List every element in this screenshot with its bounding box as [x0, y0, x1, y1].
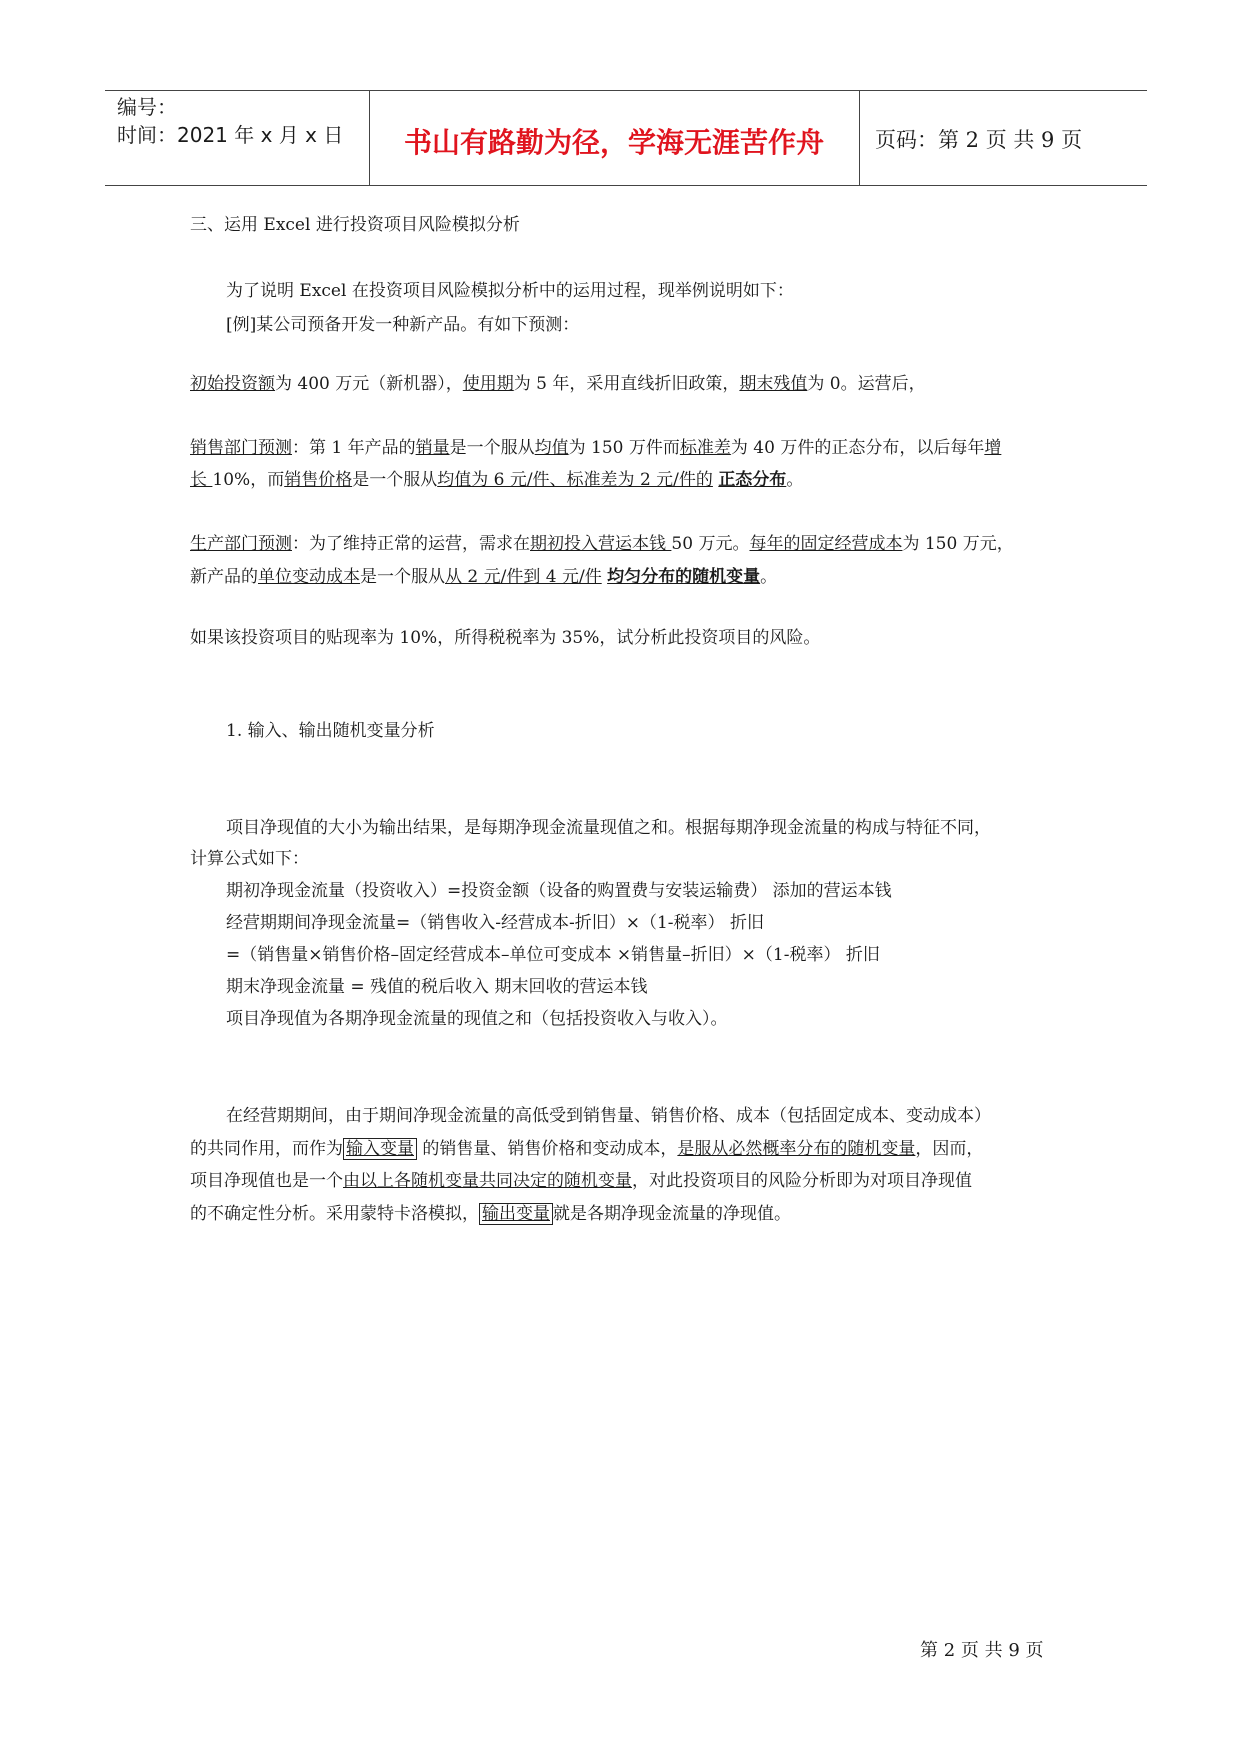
term-unit-variable-cost: 单位变动成本	[258, 567, 360, 587]
production-forecast-line-2	[190, 566, 777, 588]
header-meta	[117, 93, 343, 149]
text: 。	[786, 470, 804, 490]
section-title: 三、运用 Excel 进行投资项目风险模拟分析	[190, 215, 520, 235]
formula-terminal: 期末净现金流量 = 残值的税后收入 期末回收的营运本钱	[226, 977, 648, 997]
text: 。	[760, 567, 778, 587]
term-uniform-random: 均匀分布的随机变量	[607, 567, 761, 587]
example-paragraph: [例]某公司预备开发一种新产品。有如下预测：	[226, 315, 580, 335]
analysis-line-1: 在经营期期间，由于期间净现金流量的高低受到销售量、销售价格、成本（包括固定成本、变动成本）	[226, 1106, 991, 1126]
term-std: 标准差	[679, 438, 731, 458]
term-joint-random-variable: 由以上各随机变量共同决定的随机变量	[343, 1171, 632, 1191]
text: 的不确定性分析。采用蒙特卡洛模拟，	[190, 1204, 479, 1224]
term-working-capital: 期初投入营运本钱	[530, 534, 672, 554]
question-paragraph: 如果该投资项目的贴现率为 10%，所得税税率为 35%，试分析此投资项目的风险。	[190, 628, 821, 648]
term-volume: 销量	[415, 438, 450, 458]
term-growth: 增	[984, 438, 1002, 458]
text: 是一个服从	[449, 438, 535, 458]
text: ，对此投资项目的风险分析即为对项目净现值	[632, 1171, 972, 1191]
text: 为 150 万元，	[902, 534, 1014, 554]
analysis-line-2	[190, 1138, 983, 1160]
header-motto: 书山有路勤为径，学海无涯苦作舟	[403, 126, 824, 159]
text: 为 0。运营后，	[807, 374, 926, 394]
sales-forecast-line-1	[190, 437, 1001, 459]
subsection-title: 1. 输入、输出随机变量分析	[226, 721, 435, 741]
text: 为 40 万件的正态分布，以后每年	[730, 438, 985, 458]
formula-operating-expanded: =（销售量×销售价格–固定经营成本–单位可变成本 ×销售量–折旧）×（1-税率） 折旧	[226, 945, 880, 965]
text: 为 400 万元（新机器），	[275, 374, 463, 394]
text: 项目净现值也是一个	[190, 1171, 343, 1191]
text: 为 150 万件而	[568, 438, 680, 458]
formula-initial: 期初净现金流量（投资收入）=投资金额（设备的购置费与安装运输费） 添加的营运本钱	[226, 881, 892, 901]
term-fixed-cost: 每年的固定经营成本	[749, 534, 903, 554]
header-page-info: 页码：第 2 页 共 9 页	[875, 128, 1083, 152]
text: ：第 1 年产品的	[292, 438, 416, 458]
term-random-variable: 是服从必然概率分布的随机变量	[677, 1139, 916, 1159]
text: 10%，而	[212, 470, 285, 490]
npv-paragraph-line-1: 项目净现值的大小为输出结果，是每期净现金流量现值之和。根据每期净现金流量的构成与特征不同，	[226, 818, 991, 838]
text: 为 5 年，采用直线折旧政策，	[513, 374, 740, 394]
header-table	[105, 90, 1147, 186]
term-production-dept: 生产部门预测	[190, 534, 292, 554]
formula-operating: 经营期期间净现金流量=（销售收入-经营成本-折旧）×（1-税率） 折旧	[226, 913, 764, 933]
term-salvage-value: 期末残值	[739, 374, 808, 394]
production-forecast-line-1	[190, 533, 1014, 555]
term-normal-dist: 正态分布	[718, 470, 787, 490]
text: 的共同作用，而作为	[190, 1139, 343, 1159]
text: ：为了维持正常的运营，需求在	[292, 534, 530, 554]
header-divider	[859, 91, 860, 185]
investment-line	[190, 373, 926, 395]
number-label: 编号：	[117, 95, 177, 119]
term-growth-cont: 长	[190, 470, 213, 490]
text: 的销售量、销售价格和变动成本，	[417, 1139, 678, 1159]
text: 新产品的	[190, 567, 258, 587]
term-mean: 均值	[534, 438, 569, 458]
text: 是一个服从	[360, 567, 445, 587]
term-initial-investment: 初始投资额	[190, 374, 275, 394]
term-price-dist: 均值为 6 元/件、标准差为 2 元/件的	[437, 470, 713, 490]
formula-npv: 项目净现值为各期净现金流量的现值之和（包括投资收入与收入）。	[226, 1009, 728, 1029]
text: 就是各期净现金流量的净现值。	[553, 1204, 791, 1224]
term-output-variable: 输出变量	[479, 1203, 553, 1225]
text: 50 万元。	[671, 534, 750, 554]
time-label: 时间：2021 年 x 月 x 日	[117, 123, 344, 147]
term-input-variable: 输入变量	[343, 1138, 417, 1160]
term-service-life: 使用期	[462, 374, 514, 394]
analysis-line-3	[190, 1170, 972, 1192]
npv-paragraph-line-2: 计算公式如下：	[190, 849, 309, 869]
term-price: 销售价格	[284, 470, 353, 490]
term-sales-dept: 销售部门预测	[190, 438, 292, 458]
text: 是一个服从	[352, 470, 438, 490]
term-cost-range: 从 2 元/件到 4 元/件	[445, 567, 602, 587]
intro-paragraph: 为了说明 Excel 在投资项目风险模拟分析中的运用过程，现举例说明如下：	[226, 281, 794, 301]
footer-page-number: 第 2 页 共 9 页	[920, 1640, 1044, 1661]
text: ，因而，	[915, 1139, 984, 1159]
sales-forecast-line-2	[190, 469, 803, 491]
analysis-line-4	[190, 1203, 791, 1225]
